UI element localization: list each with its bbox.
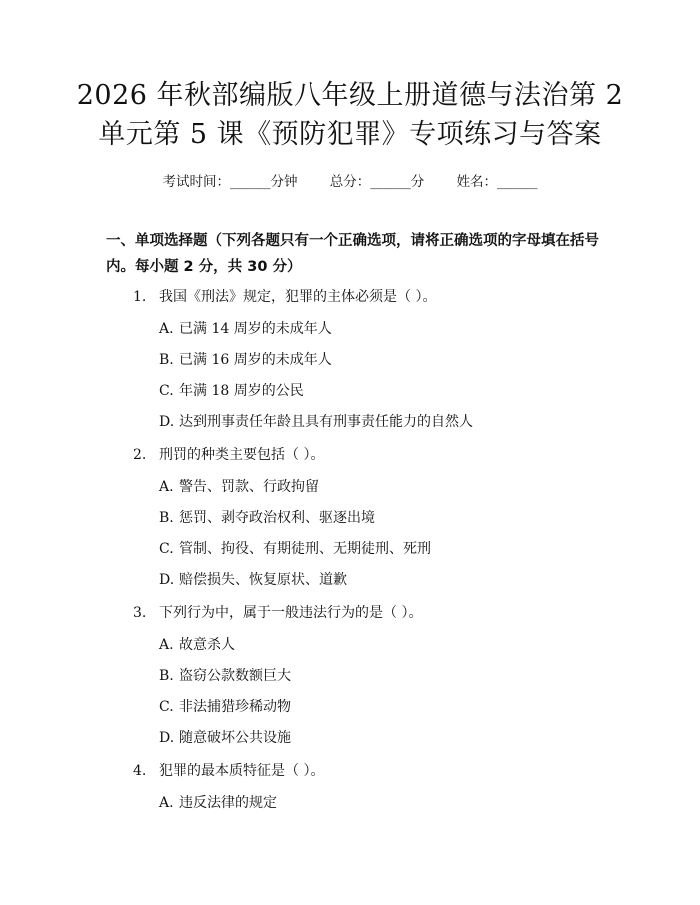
option-item [0,407,700,438]
option-letter: A. [159,321,174,337]
question-stem: 我国《刑法》规定，犯罪的主体必须是（ ）。 [159,289,437,305]
option-text: 故意杀人 [179,637,235,653]
option-item [0,503,700,534]
option-item [0,534,700,565]
option-text: 年满 18 周岁的公民 [179,383,304,399]
option-text: 已满 14 周岁的未成年人 [179,321,332,337]
option-letter: A. [159,637,174,653]
option-item [0,788,700,819]
question-item [0,754,700,788]
question-stem: 下列行为中，属于一般违法行为的是（ ）。 [159,605,423,621]
question-number: 3. [133,605,147,621]
option-item [0,565,700,596]
question-number: 1. [133,289,147,305]
section-heading: 一、单项选择题（下列各题只有一个正确选项，请将正确选项的字母填在括号内。每小题 2 分，共 30 分） [106,233,599,275]
exam-info [0,170,700,190]
option-text: 警告、罚款、行政拘留 [179,479,319,495]
title-line-1: 2026 年秋部编版八年级上册道德与法治第 2 [76,80,624,111]
document-title [0,76,700,154]
option-text: 惩罚、剥夺政治权利、驱逐出境 [179,510,375,526]
question-item [0,438,700,472]
exam-name: 姓名：______ [456,174,538,190]
option-item [0,723,700,754]
exam-score: 总分：______分 [329,174,425,190]
option-letter: D. [159,572,175,588]
option-letter: A. [159,479,174,495]
option-letter: D. [159,414,175,430]
option-letter: C. [159,699,174,715]
question-number: 4. [133,763,147,779]
question-stem: 犯罪的最本质特征是（ ）。 [159,763,325,779]
option-item [0,472,700,503]
option-item [0,376,700,407]
option-letter: B. [159,668,174,684]
question-stem: 刑罚的种类主要包括（ ）。 [159,447,325,463]
option-text: 非法捕猎珍稀动物 [179,699,291,715]
option-text: 已满 16 周岁的未成年人 [179,352,332,368]
option-item [0,314,700,345]
option-item [0,630,700,661]
option-item [0,692,700,723]
option-text: 达到刑事责任年龄且具有刑事责任能力的自然人 [179,414,473,430]
option-letter: C. [159,383,174,399]
option-letter: B. [159,352,174,368]
option-letter: C. [159,541,174,557]
option-letter: B. [159,510,174,526]
option-letter: D. [159,730,175,746]
question-number: 2. [133,447,147,463]
option-item [0,345,700,376]
option-text: 管制、拘役、有期徒刑、无期徒刑、死刑 [179,541,431,557]
option-letter: A. [159,795,174,811]
title-line-2: 单元第 5 课《预防犯罪》专项练习与答案 [98,119,602,150]
question-list [0,280,700,819]
question-item [0,596,700,630]
question-item [0,280,700,314]
exam-time: 考试时间：______分钟 [162,174,298,190]
option-text: 随意破坏公共设施 [179,730,291,746]
option-item [0,661,700,692]
option-text: 盗窃公款数额巨大 [179,668,291,684]
option-text: 违反法律的规定 [179,795,277,811]
option-text: 赔偿损失、恢复原状、道歉 [179,572,347,588]
